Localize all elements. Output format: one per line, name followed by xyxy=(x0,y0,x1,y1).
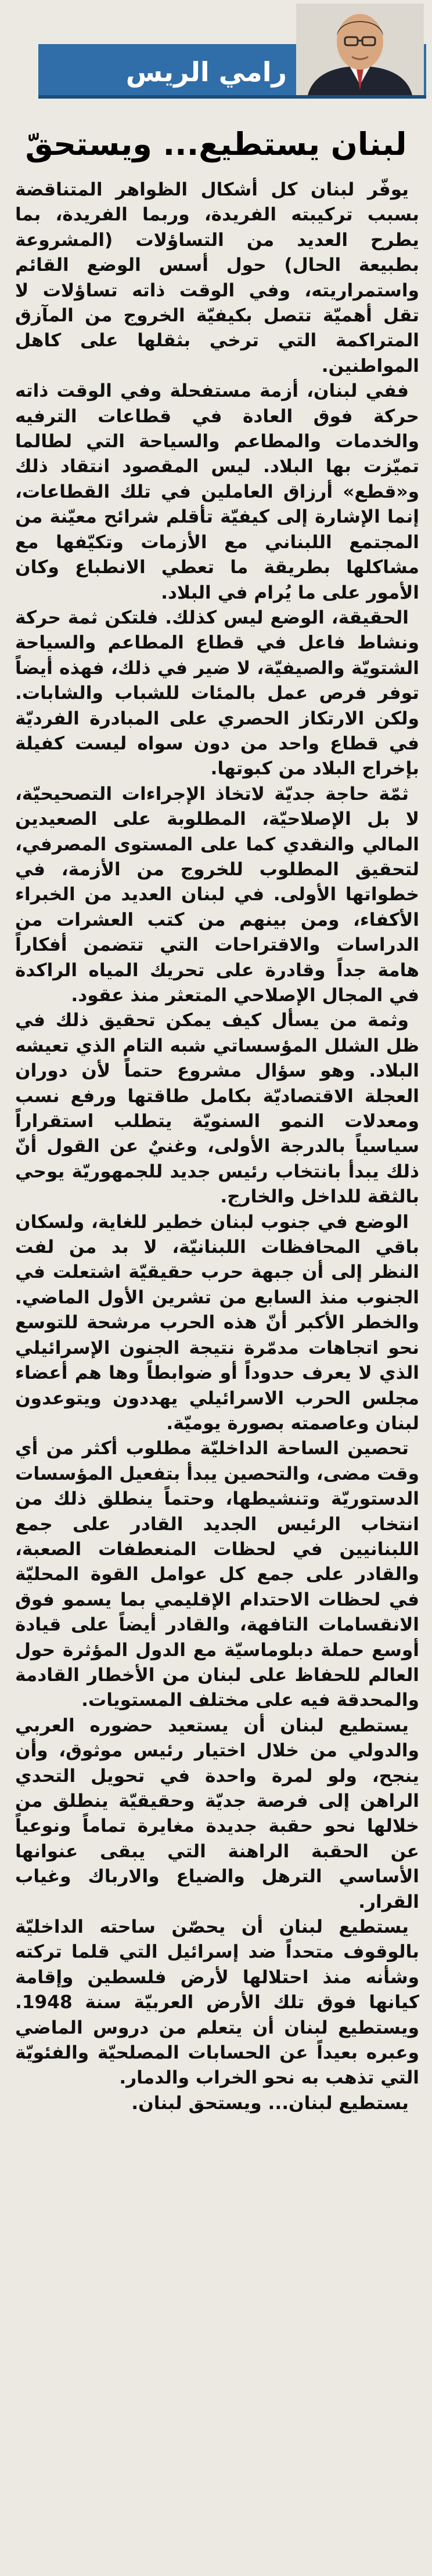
paragraph: تحصين الساحة الداخليّة مطلوب أكثر من أي وقت مضى، والتحصين يبدأ بتفعيل المؤسسات الدستوريّة وتنشيطها، وحتماً ينطلق ذلك من انتخاب الرئيس الجديد القادر على جمع اللبنانيين في لحظات المنعطفات الصعبة، والقادر على جمع كل عوامل القوة المحليّة في لحظات الاحتدام الإقليمي بما يسمو فوق الانقسامات التافهة، والقادر أيضاً على قيادة أوسع حملة دبلوماسيّة مع الدول المؤثرة حول العالم للحفاظ على لبنان من الأخطار القادمة والمحدقة فيه على مختلف المستويات. xyxy=(15,1438,419,1711)
article-body xyxy=(15,177,419,2116)
paragraph: ففي لبنان، أزمة مستفحلة وفي الوقت ذاته حركة فوق العادة في قطاعات الترفيه والخدمات والمطاعم والسياحة التي لطالما تميّزت بها البلاد. ليس المقصود انتقاد ذلك و«قطع» أرزاق العاملين في تلك القطاعات، إنما الإشارة إلى كيفيّة تأقلم شرائح معيّنة من المجتمع اللبناني مع الأزمات وتكيّفها مع مشاكلها بطريقة ما تعطي الانطباع وكان الأمور على ما يُرام في البلاد. xyxy=(15,381,419,603)
paragraph: يستطيع لبنان أن يحصّن ساحته الداخليّة بالوقوف متحداً ضد إسرائيل التي قلما تركته وشأنه منذ احتلالها لأرض فلسطين وإقامة كيانها فوق تلك الأرض العربيّة سنة 1948. ويستطيع لبنان أن يتعلم من دروس الماضي وعبره بعيداً عن الحسابات المصلحيّة والفئويّة التي تذهب به نحو الخراب والدمار. xyxy=(15,1916,419,2089)
paragraph: يستطيع لبنان أن يستعيد حضوره العربي والدولي من خلال اختيار رئيس موثوق، وأن ينجح، ولو لمرة واحدة في تحويل التحدي الراهن إلى فرصة جديّة وحقيقيّة ينطلق من خلالها نحو حقبة جديدة مغايرة تماماً ونوعياً عن الحقبة الراهنة التي يبقى عنوانها الأساسي الترهل والضياع والارباك وغياب القرار. xyxy=(15,1715,419,1912)
article-title: لبنان يستطيع... ويستحقّ xyxy=(25,126,407,162)
author-photo xyxy=(296,3,424,95)
paragraph: وثمة من يسأل كيف يمكن تحقيق ذلك في ظل الشلل المؤسساتي شبه التام الذي تعيشه البلاد. وهو سؤال مشروع حتماً لأن دوران العجلة الاقتصاديّة بكامل طاقتها ورفع نسب ومعدلات النمو السنويّة يتطلب استقراراً سياسياً بالدرجة الأولى، وغنيٌ عن القول أنّ ذلك يبدأ بانتخاب رئيس جديد للجمهوريّة يوحي بالثقة للداخل والخارج. xyxy=(15,1010,419,1208)
author-name: رامي الريس xyxy=(125,56,287,88)
paragraph: يستطيع لبنان... ويستحق لبنان. xyxy=(131,2092,409,2114)
paragraph: ثمّة حاجة جديّة لاتخاذ الإجراءات التصحيحيّة، لا بل الإصلاحيّة، المطلوبة على الصعيدين المالي والنقدي كما على المستوى المصرفي، لتحقيق المطلوب للخروج من الأزمة، في خطواتها الأولى. في لبنان العديد من الخبراء الأكفاء، ومن بينهم من كتب العشرات من الدراسات والاقتراحات التي تتضمن أفكاراً هامة جداً وقادرة على تحريك المياه الراكدة في المجال الإصلاحي المتعثر منذ عقود. xyxy=(15,783,419,1006)
paragraph: يوفّر لبنان كل أشكال الظواهر المتناقضة بسبب تركيبته الفريدة، وربما الفريدة، بما يطرح العديد من التساؤلات (المشروعة بطبيعة الحال) حول أسس الوضع القائم واستمراريته، وفي الوقت ذاته تساؤلات لا تقل أهميّة تتصل بكيفيّة الخروج من المآزق المتراكمة التي ترخي بثقلها على كاهل المواطنين. xyxy=(15,179,419,376)
paragraph: الوضع في جنوب لبنان خطير للغاية، ولسكان باقي المحافظات اللبنانيّة، لا بد من لفت النظر إلى أن جبهة حرب حقيقيّة اشتعلت في الجنوب منذ السابع من تشرين الأول الماضي. والخطر الأكبر أنّ هذه الحرب مرشحة للتوسع نحو اتجاهات مدمّرة نتيجة الجنون الإسرائيلي الذي لا يعرف حدوداً أو ضوابطاً وها هم أعضاء مجلس الحرب الاسرائيلي يهددون ويتوعدون لبنان وعاصمته بصورة يوميّة. xyxy=(15,1211,419,1434)
paragraph: الحقيقة، الوضع ليس كذلك. فلتكن ثمة حركة ونشاط فاعل في قطاع المطاعم والسياحة الشتويّة والصيفيّة، لا ضير في ذلك، فهذه أيضاً توفر فرص عمل بالمئات للشباب والشابات. ولكن الارتكاز الحصري على المبادرة الفرديّة في قطاع واحد من دون سواه ليست كفيلة بإخراج البلاد من كبوتها. xyxy=(15,607,419,780)
author-header xyxy=(0,0,432,101)
author-portrait-icon xyxy=(296,3,424,95)
